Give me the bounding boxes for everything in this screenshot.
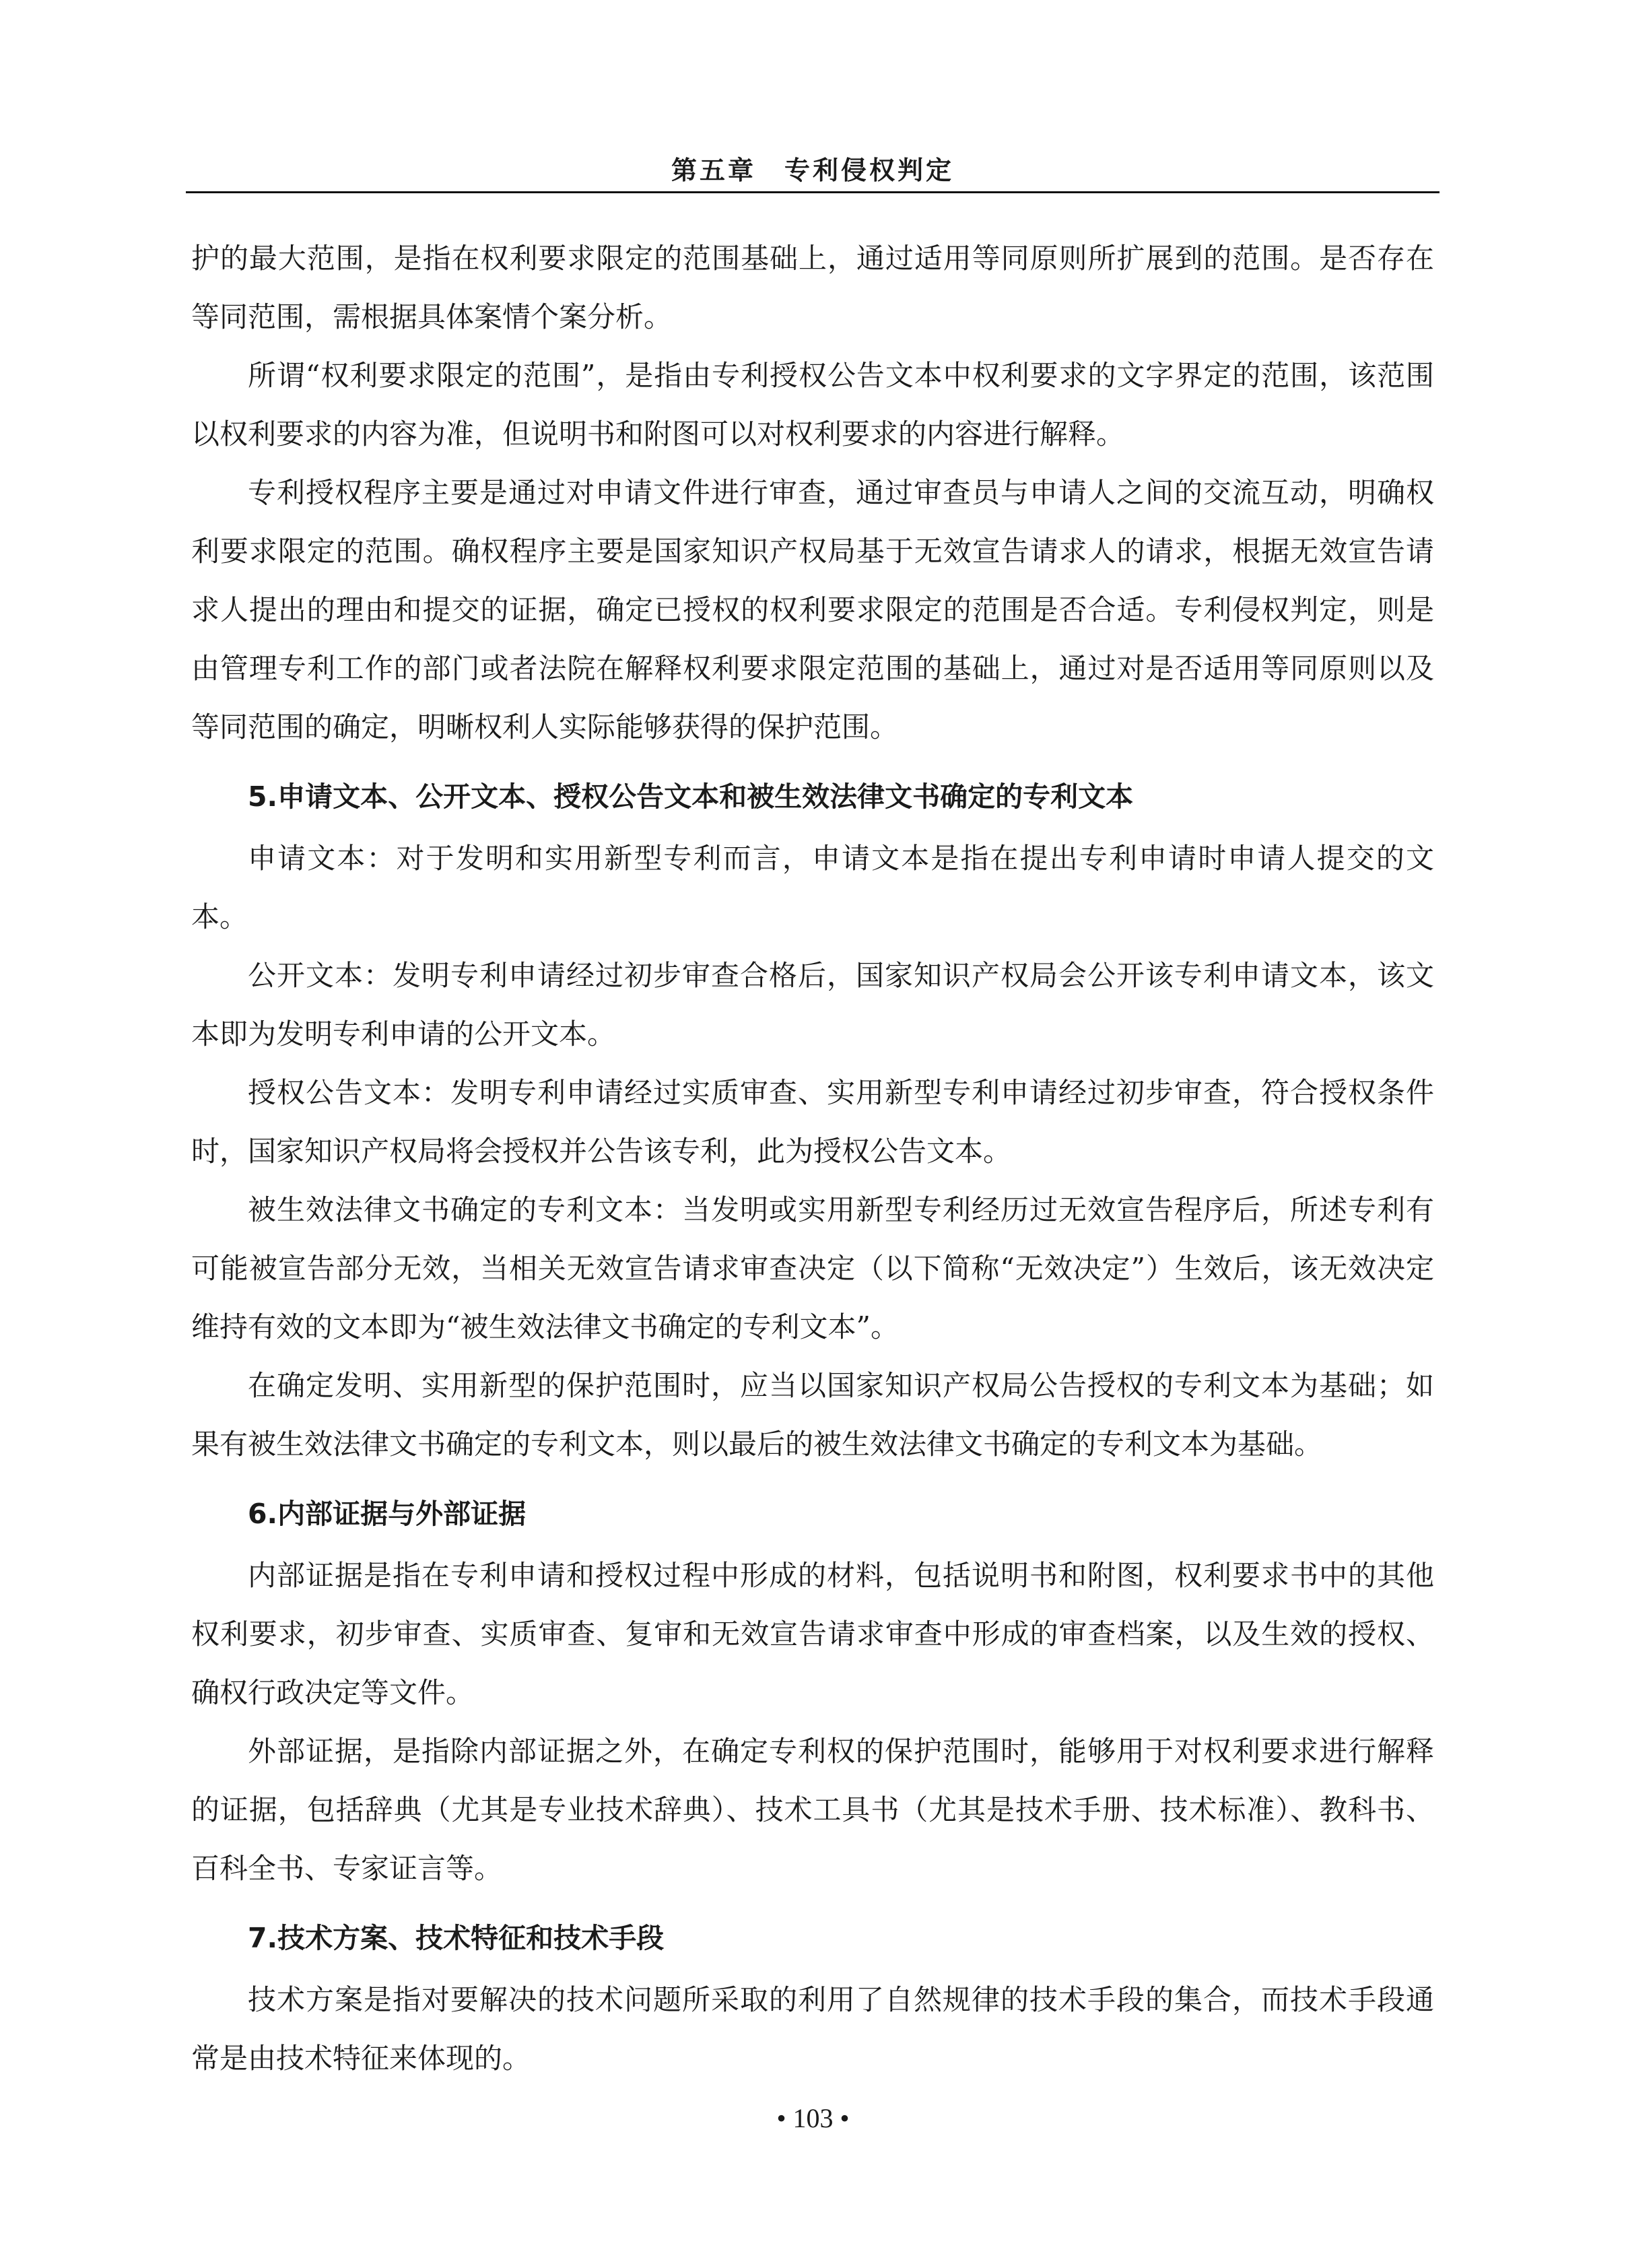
paragraph: 申请文本：对于发明和实用新型专利而言，申请文本是指在提出专利申请时申请人提交的文本。 [191, 842, 1434, 933]
paragraph: 所谓“权利要求限定的范围”，是指由专利授权公告文本中权利要求的文字界定的范围，该范围以权利要求的内容为准，但说明书和附图可以对权利要求的内容进行解释。 [191, 359, 1434, 451]
paragraph: 专利授权程序主要是通过对申请文件进行审查，通过审查员与申请人之间的交流互动，明确权利要求限定的范围。确权程序主要是国家知识产权局基于无效宣告请求人的请求，根据无效宣告请求人提出的理由和提交的证据，确定已授权的权利要求限定的范围是否合适。专利侵权判定，则是由管理专利工作的部门或者法院在解释权利要求限定范围的基础上，通过对是否适用等同原则以及等同范围的确定，明晰权利人实际能够获得的保护范围。 [191, 476, 1434, 743]
paragraph: 授权公告文本：发明专利申请经过实质审查、实用新型专利申请经过初步审查，符合授权条件时，国家知识产权局将会授权并公告该专利，此为授权公告文本。 [191, 1076, 1434, 1168]
paragraph: 技术方案是指对要解决的技术问题所采取的利用了自然规律的技术手段的集合，而技术手段通常是由技术特征来体现的。 [191, 1983, 1434, 2075]
paragraph: 内部证据是指在专利申请和授权过程中形成的材料，包括说明书和附图，权利要求书中的其他权利要求，初步审查、实质审查、复审和无效宣告请求审查中形成的审查档案，以及生效的授权、确权行政决定等文件。 [191, 1559, 1434, 1709]
paragraph-continued: 护的最大范围，是指在权利要求限定的范围基础上，通过适用等同原则所扩展到的范围。是否存在等同范围，需根据具体案情个案分析。 [191, 242, 1434, 333]
page-body [191, 229, 1434, 2088]
section-heading: 6.内部证据与外部证据 [248, 1498, 527, 1530]
header-rule [186, 191, 1439, 193]
paragraph: 在确定发明、实用新型的保护范围时，应当以国家知识产权局公告授权的专利文本为基础；如果有被生效法律文书确定的专利文本，则以最后的被生效法律文书确定的专利文本为基础。 [191, 1369, 1434, 1461]
running-header: 第五章 专利侵权判定 [671, 156, 954, 185]
section-heading: 5.申请文本、公开文本、授权公告文本和被生效法律文书确定的专利文本 [248, 780, 1134, 813]
paragraph: 外部证据，是指除内部证据之外，在确定专利权的保护范围时，能够用于对权利要求进行解释的证据，包括辞典（尤其是专业技术辞典）、技术工具书（尤其是技术手册、技术标准）、教科书、百科全书、专家证言等。 [191, 1735, 1434, 1885]
page-number: • 103 • [776, 2103, 850, 2133]
paragraph: 公开文本：发明专利申请经过初步审查合格后，国家知识产权局会公开该专利申请文本，该文本即为发明专利申请的公开文本。 [191, 959, 1434, 1050]
paragraph: 被生效法律文书确定的专利文本：当发明或实用新型专利经历过无效宣告程序后，所述专利有可能被宣告部分无效，当相关无效宣告请求审查决定（以下简称“无效决定”）生效后，该无效决定维持有效的文本即为“被生效法律文书确定的专利文本”。 [191, 1193, 1434, 1343]
section-heading: 7.技术方案、技术特征和技术手段 [248, 1922, 665, 1954]
